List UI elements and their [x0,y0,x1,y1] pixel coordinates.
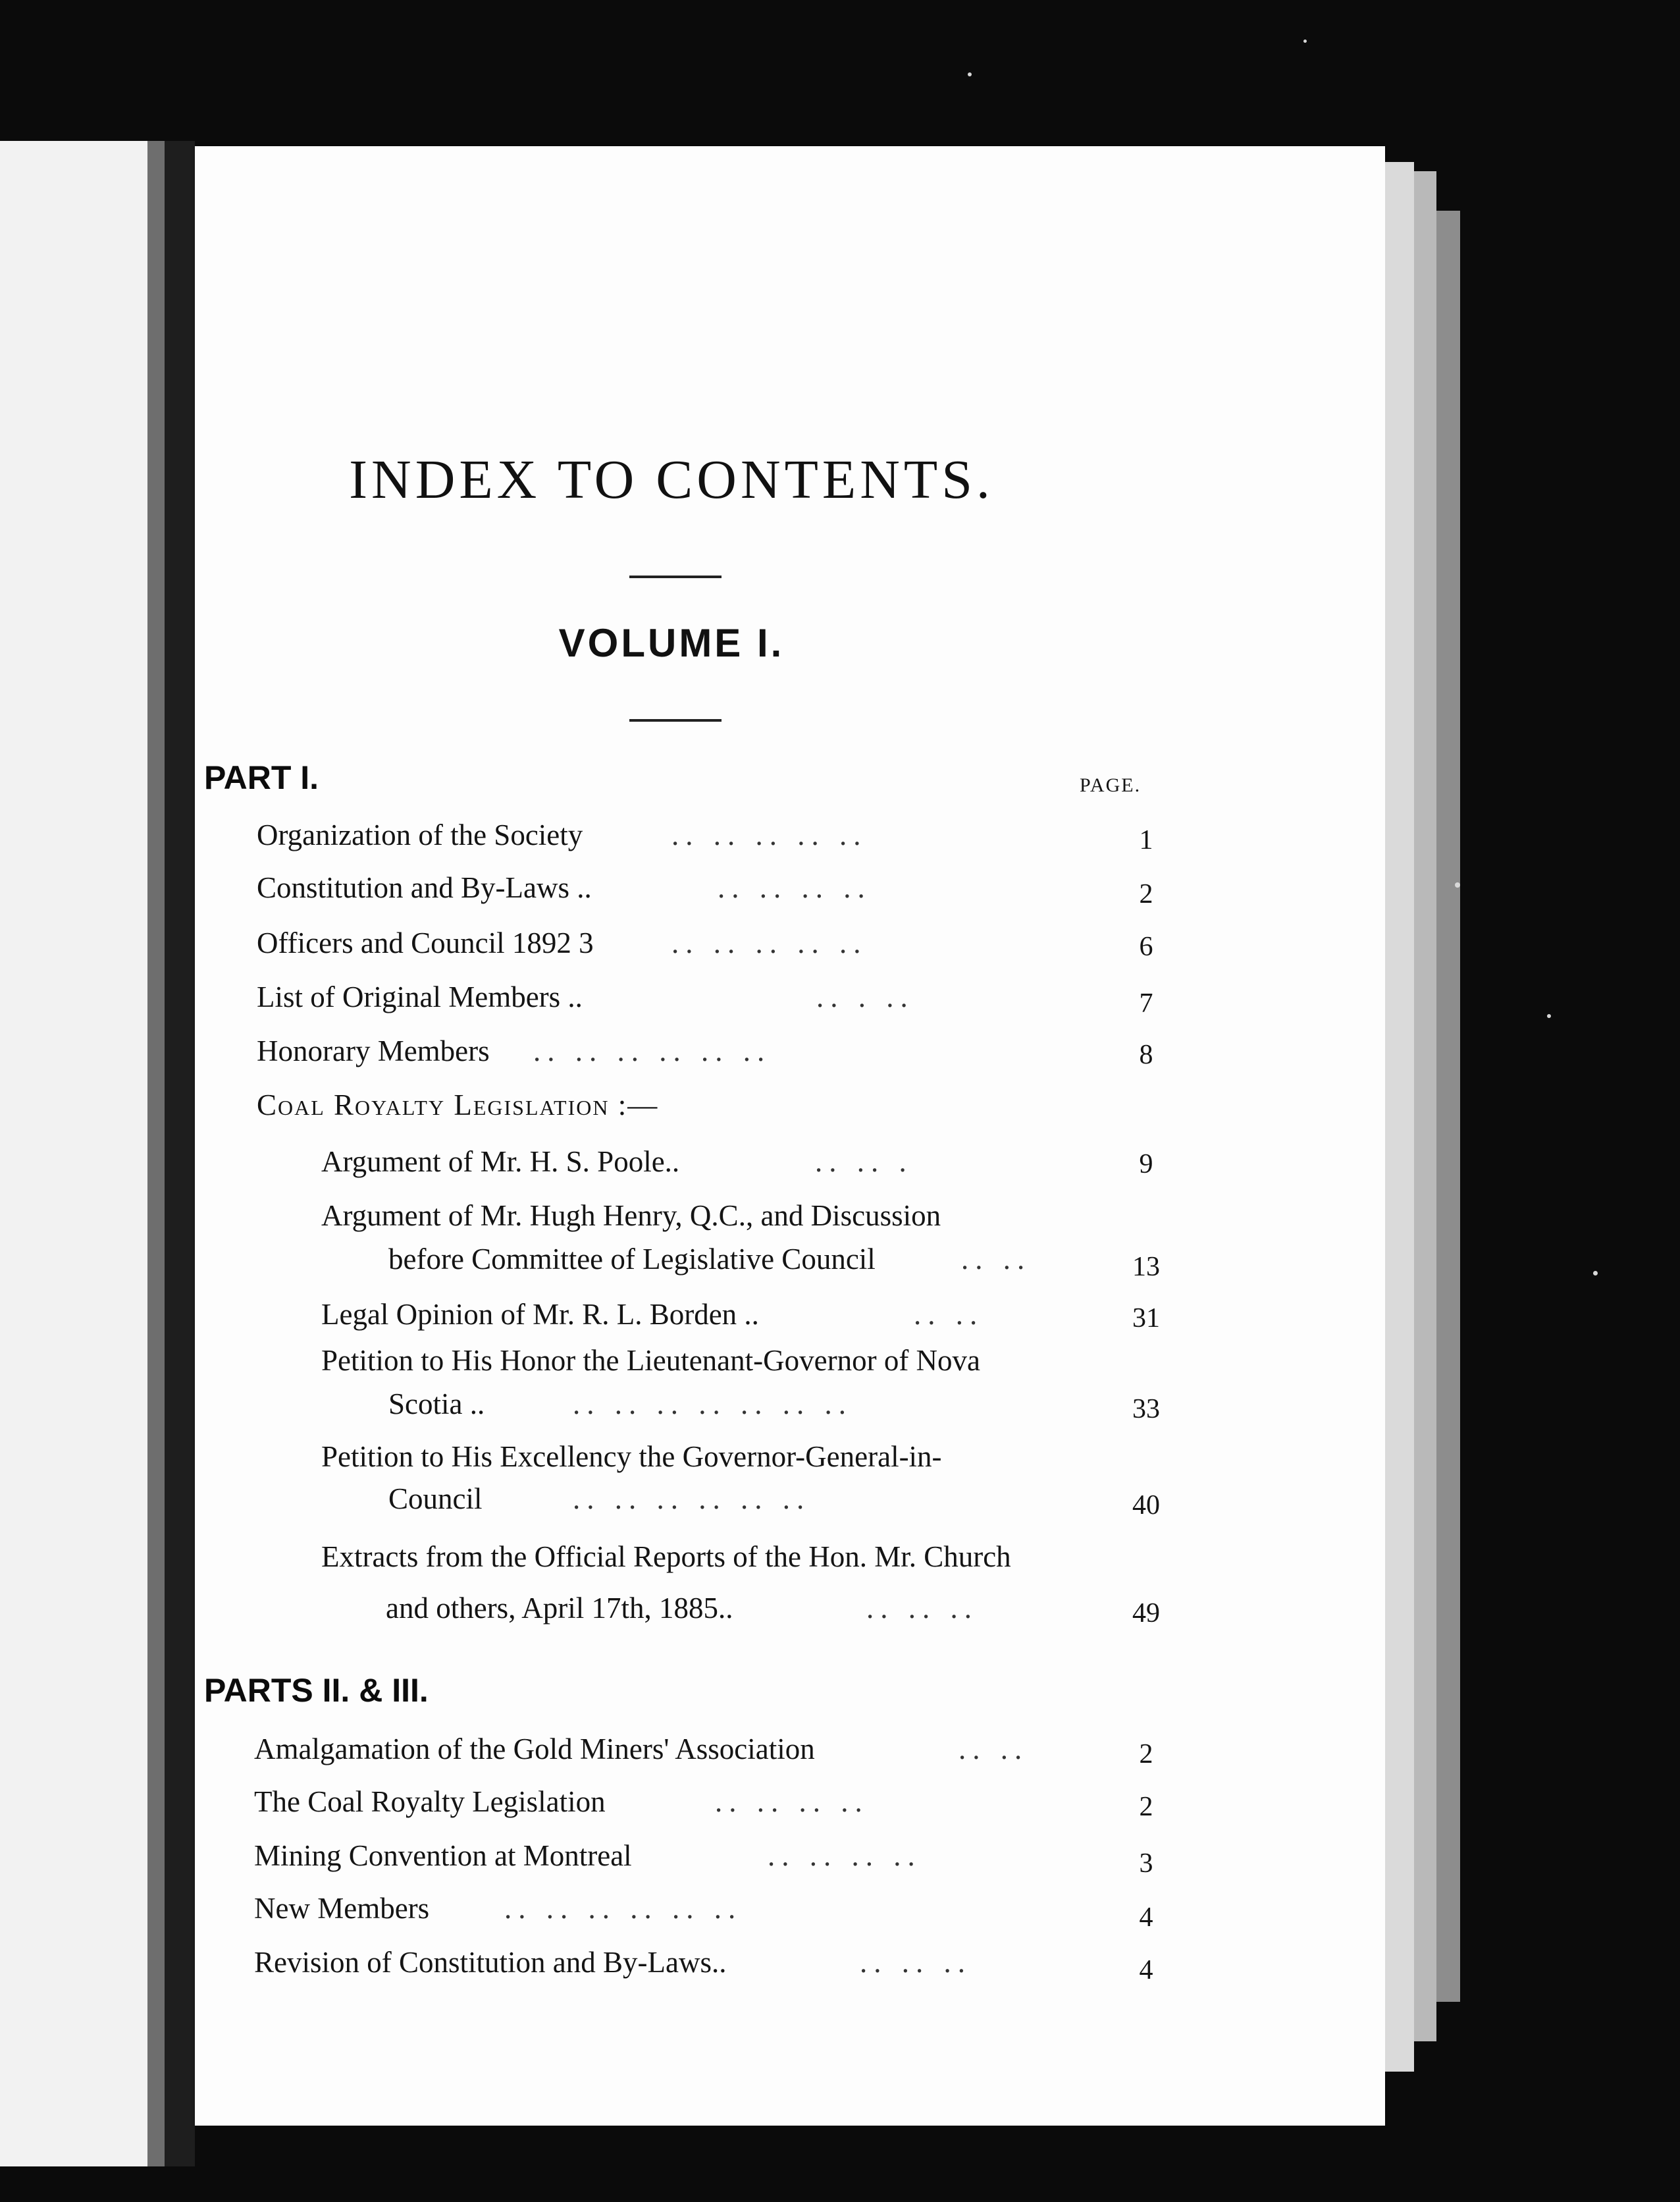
entry-title: before Committee of Legislative Council [388,1243,876,1276]
toc-entry [254,1835,922,1877]
title-rule [629,576,722,578]
dot-leader: .. .. .. [860,1946,972,1979]
entry-page-number: 49 [1132,1598,1160,1628]
entry-page-number: 8 [1139,1040,1153,1070]
dust-speck [1455,882,1460,888]
entry-page-number: 4 [1139,1902,1153,1933]
toc-entry [257,814,868,856]
dust-speck [1303,40,1307,43]
entry-page-number: 40 [1132,1490,1160,1520]
page-title: INDEX TO CONTENTS. [349,449,994,510]
toc-entry [321,1436,942,1478]
entry-title: New Members [254,1892,430,1925]
entry-page-number: 33 [1132,1394,1160,1424]
section-title: Coal Royalty Legislation :— [257,1088,659,1121]
dot-leader: .. .. .. .. .. .. [573,1482,811,1515]
entry-title: Scotia .. [388,1387,485,1420]
dot-leader: .. .. .. .. .. [671,819,868,851]
page-column-label: PAGE. [1080,774,1142,796]
entry-title: Legal Opinion of Mr. R. L. Borden .. [321,1298,759,1331]
toc-entry [321,1195,941,1237]
dot-leader: .. .. .. .. .. .. .. [573,1387,853,1420]
dot-leader: .. .. .. .. [715,1785,869,1818]
entry-page-number: 13 [1132,1252,1160,1282]
toc-entry [257,976,914,1018]
entry-title: Honorary Members [257,1034,490,1067]
toc-entry-continuation [386,1587,978,1629]
entry-title: Council [388,1482,483,1515]
entry-page-number: 2 [1139,879,1153,909]
toc-entry [257,922,868,964]
dot-leader: .. .. [914,1298,984,1331]
index-page [195,146,1385,2126]
dot-leader: .. . .. [816,980,914,1013]
entry-title: Argument of Mr. H. S. Poole.. [321,1145,680,1178]
dot-leader: .. .. [958,1732,1029,1765]
toc-entry-continuation [388,1478,811,1520]
toc-entry [257,867,872,909]
page-edge [1436,211,1460,2002]
facing-page [0,141,147,2166]
page-edge [1414,171,1436,2041]
dot-leader: .. .. .. .. .. .. [533,1034,772,1067]
entry-title: Amalgamation of the Gold Miners' Association [254,1732,815,1765]
entry-page-number: 31 [1132,1303,1160,1333]
entry-title: Argument of Mr. Hugh Henry, Q.C., and Discussion [321,1199,941,1232]
toc-section-heading [257,1084,658,1126]
entry-title: The Coal Royalty Legislation [254,1785,606,1818]
toc-entry [321,1293,984,1335]
toc-entry-continuation [388,1238,1032,1280]
entry-title: Extracts from the Official Reports of the Hon. Mr. Church [321,1540,1011,1573]
entry-page-number: 4 [1139,1955,1153,1985]
dot-leader: .. .. .. .. .. [671,926,868,959]
toc-entry [321,1339,980,1382]
entry-title: Organization of the Society [257,819,583,851]
part-heading: PART I. [204,759,319,796]
toc-entry [321,1536,1011,1578]
dot-leader: .. .. .. .. .. .. [504,1892,743,1925]
entry-page-number: 7 [1139,988,1153,1019]
dot-leader: .. .. .. .. [768,1839,922,1872]
entry-title: Petition to His Excellency the Governor-General-in- [321,1440,942,1473]
dot-leader: .. .. . [815,1145,913,1178]
dot-leader: .. .. [961,1243,1032,1276]
book-gutter-shadow [165,141,195,2166]
part-heading: PARTS II. & III. [204,1672,429,1709]
entry-page-number: 2 [1139,1792,1153,1822]
dot-leader: .. .. .. [866,1592,978,1625]
entry-title: Petition to His Honor the Lieutenant-Governor of Nova [321,1344,981,1377]
toc-entry [321,1141,913,1183]
entry-title: Officers and Council 1892 3 [257,926,594,959]
toc-entry [257,1030,772,1072]
entry-page-number: 2 [1139,1739,1153,1769]
toc-entry [254,1941,972,1983]
entry-page-number: 3 [1139,1848,1153,1879]
entry-title: Mining Convention at Montreal [254,1839,632,1872]
dot-leader: .. .. .. .. [718,871,872,904]
volume-rule [629,719,722,722]
dust-speck [968,72,972,76]
toc-entry [254,1728,1029,1770]
toc-entry [254,1781,869,1823]
volume-heading: VOLUME I. [558,621,785,665]
entry-title: and others, April 17th, 1885.. [386,1592,733,1625]
entry-page-number: 6 [1139,932,1153,962]
page-edge [1385,162,1414,2072]
entry-title: Constitution and By-Laws .. [257,871,592,904]
entry-title: Revision of Constitution and By-Laws.. [254,1946,727,1979]
entry-title: List of Original Members .. [257,980,583,1013]
toc-entry-continuation [388,1383,853,1425]
entry-page-number: 1 [1139,825,1153,855]
dust-speck [1547,1014,1551,1018]
entry-page-number: 9 [1139,1149,1153,1179]
toc-entry [254,1887,743,1929]
dust-speck [1593,1271,1598,1276]
